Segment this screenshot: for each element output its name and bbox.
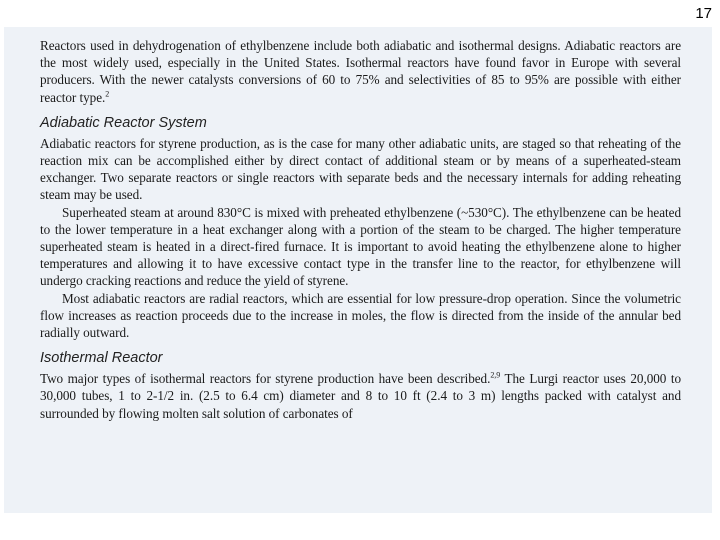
isothermal-text-a: Two major types of isothermal reactors for styrene production have been described. bbox=[40, 371, 491, 387]
document-content bbox=[40, 37, 681, 422]
slide-number: 17 bbox=[695, 5, 712, 22]
isothermal-text-b: The Lurgi reactor uses 20,000 to 30,000 tubes, 1 to 2-1/2 in. (2.5 to 6.4 cm) diameter and 8 to 10 ft (2.4 to 3 m) lengths packed with catalyst and surrounded by flowing molten salt solution of carbonates of bbox=[40, 371, 682, 421]
document-page bbox=[4, 27, 712, 513]
intro-reference: 2 bbox=[105, 89, 110, 99]
adiabatic-heading: Adiabatic Reactor System bbox=[40, 114, 207, 131]
adiabatic-paragraph-1: Adiabatic reactors for styrene production, as is the case for many other adiabatic units, are staged so that reheating of the reaction mix can be accomplished either by direct contact of additional steam or by means of a superheated-steam exchanger. Two separate reactors or single reactors with separate beds and the necessary internals for adding reheating steam may be used. bbox=[40, 135, 681, 203]
isothermal-heading: Isothermal Reactor bbox=[40, 350, 163, 367]
isothermal-paragraph-1 bbox=[40, 370, 681, 422]
isothermal-reference: 2,9 bbox=[490, 370, 501, 380]
intro-text: Reactors used in dehydrogenation of ethylbenzene include both adiabatic and isothermal designs. Adiabatic reactors are the most widely used, especially in the United States. Isothermal reactors have found favor in Europe with several producers. With the newer catalysts conversions of 60 to 75% and selectivities of 85 to 95% are possible with either reactor type. bbox=[40, 38, 681, 105]
adiabatic-paragraph-2: Superheated steam at around 830°C is mixed with preheated ethylbenzene (~530°C). The ethylbenzene can be heated to the lower temperature in a heat exchanger along with a portion of the steam to be charged. The higher temperature superheated steam is heated in a direct-fired furnace. It is important to avoid heating the ethylbenzene alone to higher temperatures and allowing it to have excessive contact type in the transfer line to the reactor, for ethylbenzene will undergo cracking reactions and reduce the yield of styrene. bbox=[40, 204, 681, 289]
intro-paragraph bbox=[40, 37, 681, 106]
adiabatic-paragraph-3: Most adiabatic reactors are radial reactors, which are essential for low pressure-drop operation. Since the volumetric flow increases as reaction proceeds due to the increase in moles, the flow is directed from the inside of the annular bed radially outward. bbox=[40, 290, 681, 341]
